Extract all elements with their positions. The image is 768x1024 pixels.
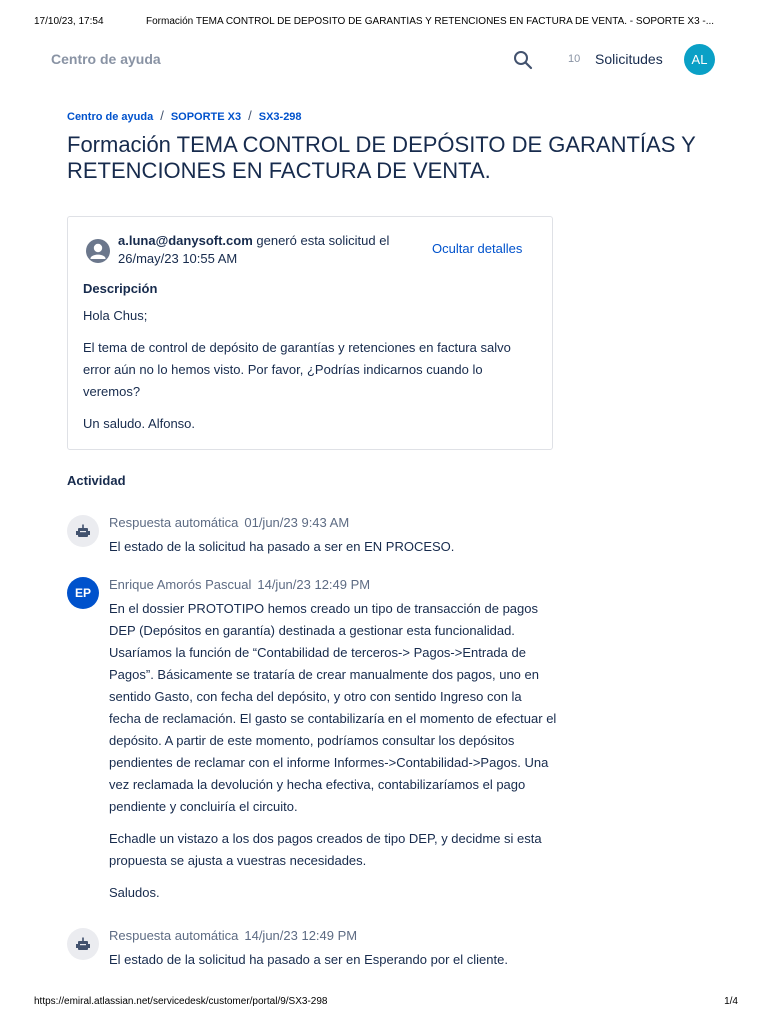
description-paragraph: El tema de control de depósito de garantías y retenciones en factura salvo error aún no lo hemos visto. Por favor, ¿Podrías indicarnos cuando lo veremos? <box>83 340 511 399</box>
activity-author: Respuesta automática <box>109 928 239 943</box>
print-header <box>34 16 738 30</box>
description-label: Descripción <box>83 281 158 296</box>
robot-icon <box>67 515 99 547</box>
activity-body <box>109 536 557 568</box>
user-avatar[interactable]: AL <box>684 44 715 75</box>
activity-text: Saludos. <box>109 885 160 900</box>
activity-meta <box>109 928 357 943</box>
request-details-card <box>67 216 553 450</box>
activity-time: 14/jun/23 12:49 PM <box>244 928 358 943</box>
print-title: Formación TEMA CONTROL DE DEPÓSITO DE GARANTÍAS Y RETENCIONES EN FACTURA DE VENTA. - SOPORTE X3 -... <box>146 16 715 27</box>
requests-count: 10 <box>568 53 581 65</box>
print-page-number: 1/4 <box>724 996 738 1007</box>
robot-icon <box>67 928 99 960</box>
activity-author: Enrique Amorós Pascual <box>109 577 252 592</box>
activity-text: Echadle un vistazo a los dos pagos creados de tipo DEP, y decidme si esta propuesta se ajusta a vuestras necesidades. <box>109 831 542 868</box>
activity-meta <box>109 515 349 530</box>
breadcrumb-issue[interactable]: SX3-298 <box>258 111 302 123</box>
reporter-action: generó esta solicitud el 26/may/23 10:55 AM <box>118 233 390 266</box>
print-footer <box>34 996 738 1010</box>
activity-time: 01/jun/23 9:43 AM <box>244 515 350 530</box>
hide-details-link[interactable]: Ocultar detalles <box>432 241 523 256</box>
breadcrumb-separator: / <box>248 108 252 123</box>
reporter-email: a.luna@danysoft.com <box>118 233 253 248</box>
page-title: Formación TEMA CONTROL DE DEPÓSITO DE GARANTÍAS Y RETENCIONES EN FACTURA DE VENTA. <box>67 132 696 183</box>
description-paragraph: Un saludo. Alfonso. <box>83 416 196 431</box>
activity-text: El estado de la solicitud ha pasado a ser en EN PROCESO. <box>109 539 455 554</box>
reporter-line <box>118 232 418 268</box>
activity-heading: Actividad <box>67 473 126 488</box>
print-date: 17/10/23, 17:54 <box>34 16 104 27</box>
description-body <box>83 305 533 445</box>
activity-author: Respuesta automática <box>109 515 239 530</box>
activity-body <box>109 598 557 914</box>
user-icon <box>85 238 111 264</box>
activity-body <box>109 949 557 981</box>
activity-time: 14/jun/23 12:49 PM <box>257 577 371 592</box>
activity-meta <box>109 577 370 592</box>
print-url: https://emiral.atlassian.net/servicedesk/customer/portal/9/SX3-298 <box>34 996 328 1007</box>
breadcrumb <box>67 108 302 123</box>
breadcrumb-help-center[interactable]: Centro de ayuda <box>67 111 154 123</box>
breadcrumb-project[interactable]: SOPORTE X3 <box>170 111 242 123</box>
activity-text: En el dossier PROTOTIPO hemos creado un tipo de transacción de pagos DEP (Depósitos en garantía) destinada a gestionar esta funcionalidad. Usaríamos la función de “Contabilidad de terceros-> Pagos->Entrada de Pagos”. Básicamente se trataría de crear manualmente dos pagos, uno en sentido Gasto, con fecha del depósito, y otro con sentido Ingreso con la fecha de reclamación. El gasto se contabilizaría en el momento de efectuar el depósito. A partir de este momento, podríamos consultar los depósitos pendientes de reclamar con el informe Informes->Contabilidad->Pagos. Una vez reclamada la devolución y hecha efectiva, contabilizaríamos el pago pendiente y concluiría el circuito. <box>109 601 557 814</box>
top-navigation <box>0 40 768 80</box>
search-icon[interactable] <box>512 49 534 71</box>
activity-text: El estado de la solicitud ha pasado a ser en Esperando por el cliente. <box>109 952 508 967</box>
agent-avatar: EP <box>67 577 99 609</box>
help-center-brand[interactable]: Centro de ayuda <box>51 51 161 67</box>
requests-link[interactable]: Solicitudes <box>595 51 663 67</box>
description-paragraph: Hola Chus; <box>83 308 148 323</box>
breadcrumb-separator: / <box>160 108 164 123</box>
